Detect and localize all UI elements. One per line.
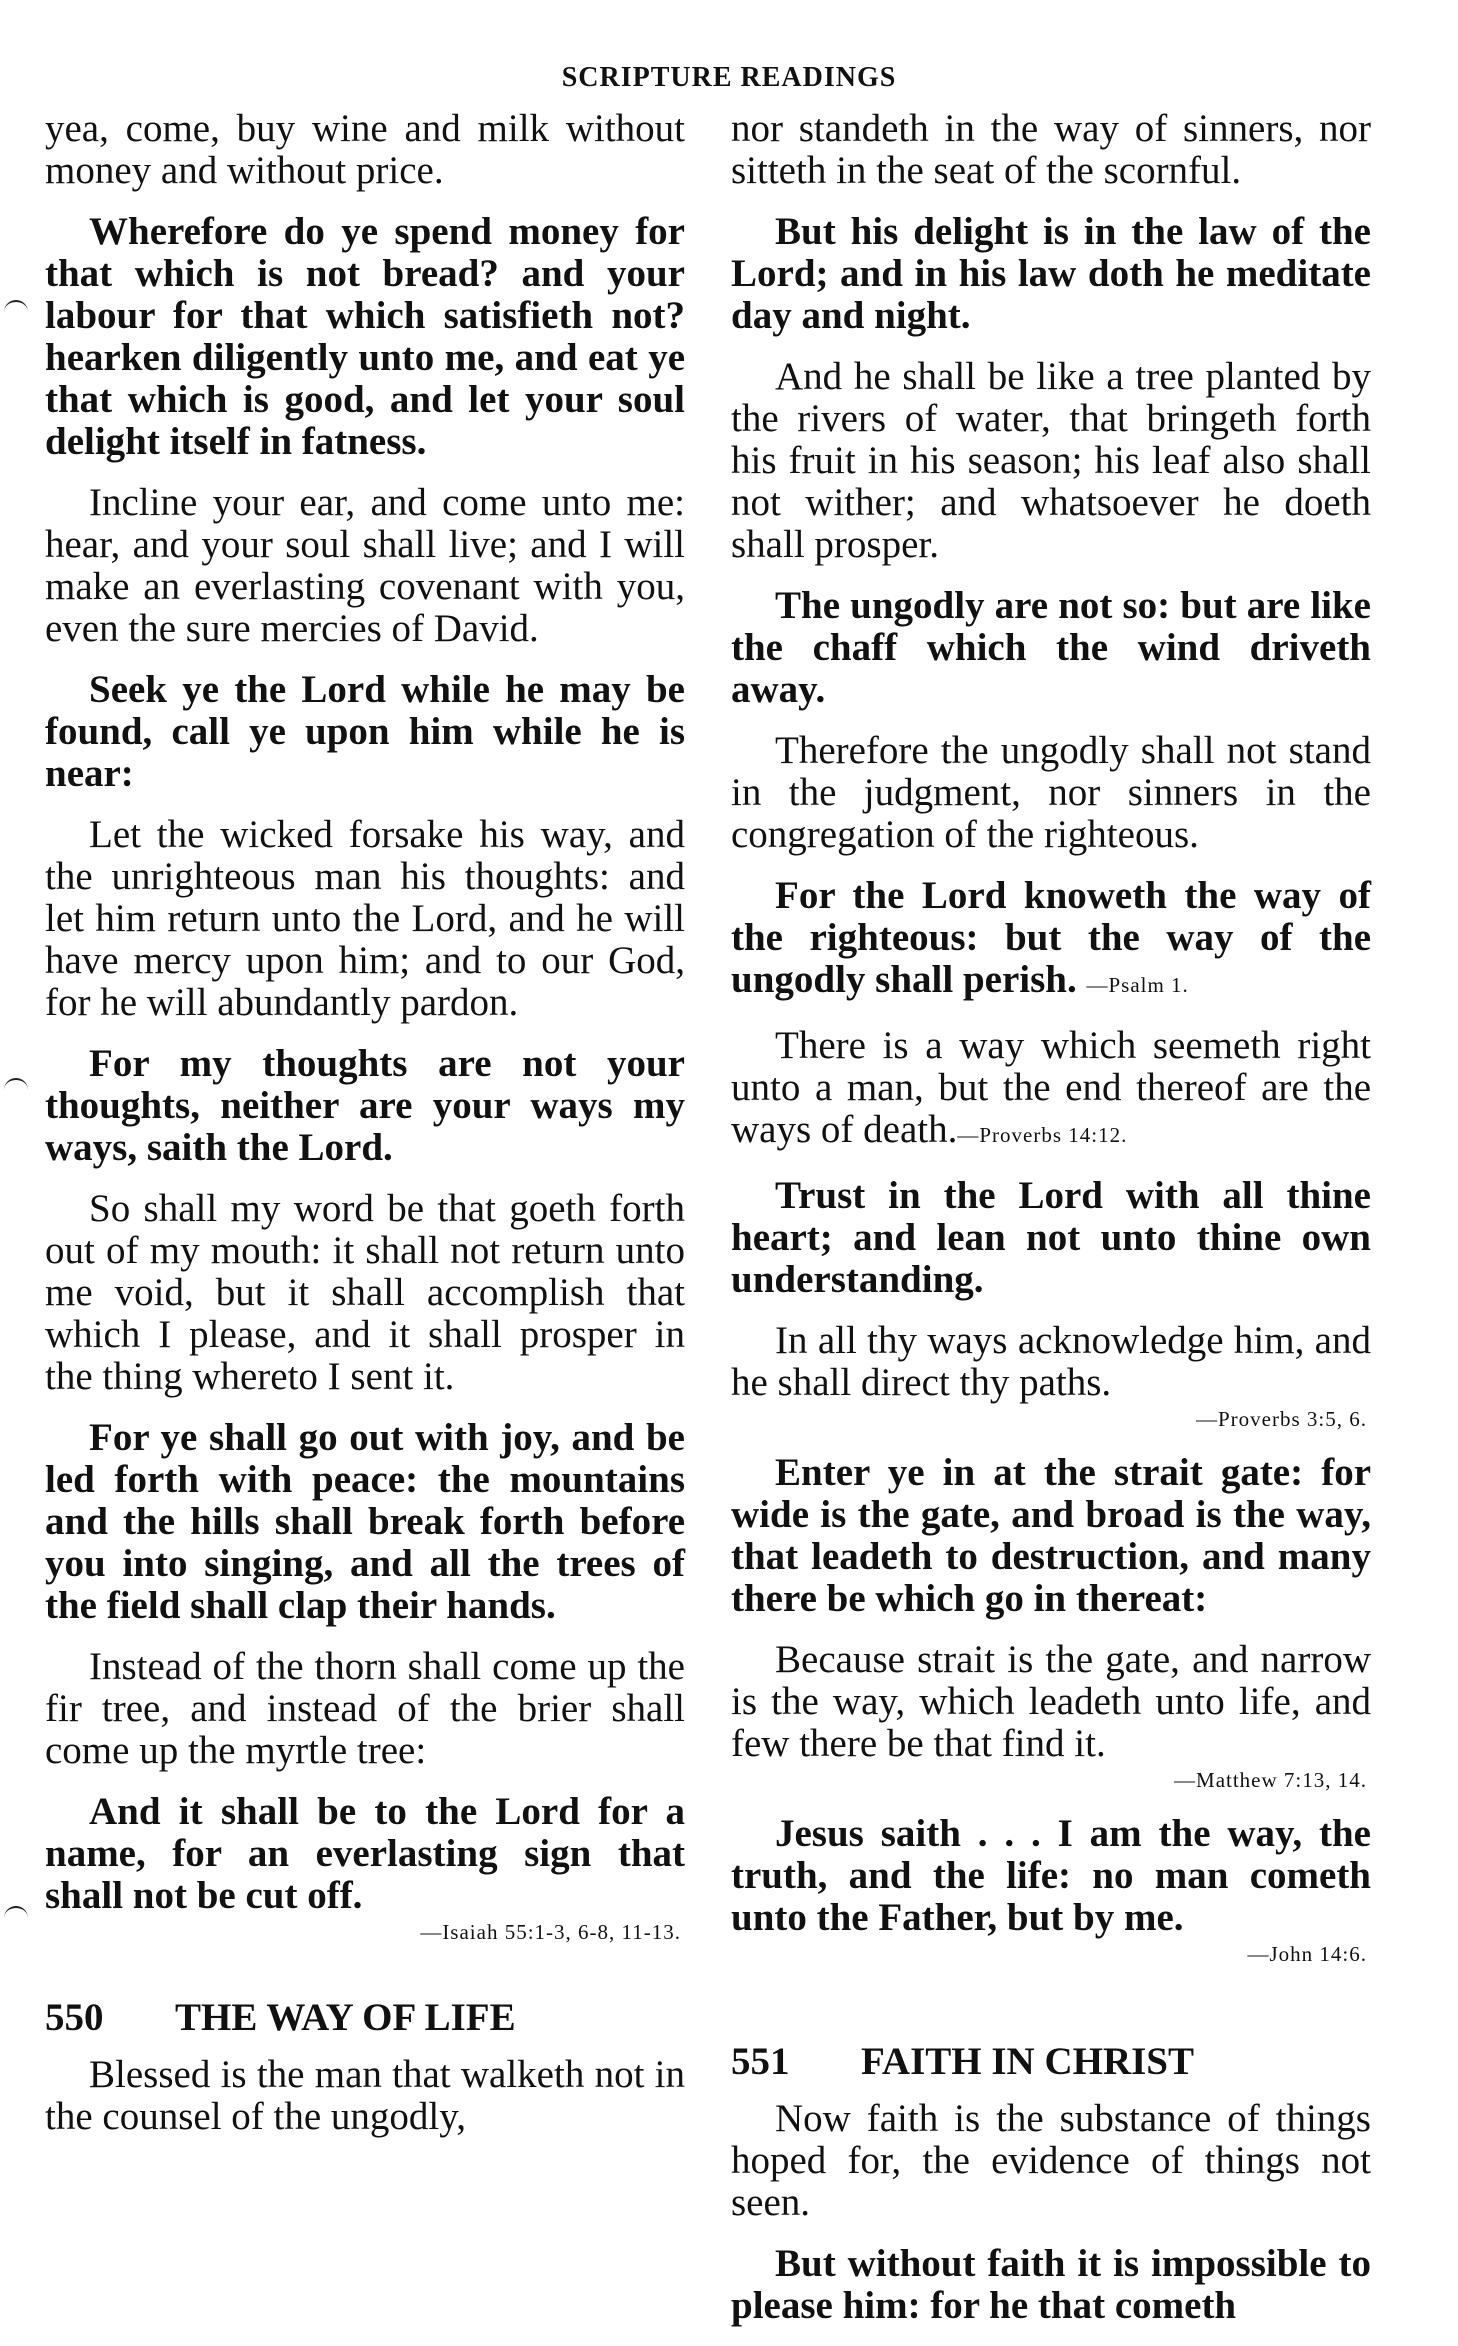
page-header: SCRIPTURE READINGS [561,62,897,93]
verse-paragraph: Blessed is the man that walketh not in the counsel of the ungodly, [45,2053,685,2138]
citation-matthew: —Matthew 7:13, 14. [1174,1768,1367,1792]
right-column [731,108,1371,2346]
verse-paragraph-bold: But without faith it is impossible to please him: for he that cometh [731,2242,1371,2327]
verse-paragraph: Because strait is the gate, and narrow is the way, which leadeth unto life, and few there be that find it. [731,1638,1371,1765]
verse-paragraph: yea, come, buy wine and milk without money and without price. [45,107,685,192]
verse-paragraph [731,1025,1371,1156]
verse-paragraph: nor standeth in the way of sinners, nor sitteth in the seat of the scornful. [731,107,1371,192]
verse-paragraph-bold: And it shall be to the Lord for a name, for an everlasting sign that shall not be cut off. [45,1790,685,1917]
left-column [45,108,685,2157]
section-number: 550 [45,1996,104,2039]
verse-paragraph: Now faith is the substance of things hoped for, the evidence of things not seen. [731,2097,1371,2224]
section-title: FAITH IN CHRIST [861,2040,1195,2083]
verse-paragraph-bold: Jesus saith . . . I am the way, the truth, and the life: no man cometh unto the Father, but by me. [731,1812,1371,1939]
margin-mark [4,300,28,314]
verse-paragraph: Incline your ear, and come unto me: hear, and your soul shall live; and I will make an everlasting covenant with you, even the sure mercies of David. [45,481,685,650]
verse-paragraph: Let the wicked forsake his way, and the unrighteous man his thoughts: and let him return unto the Lord, and he will have mercy upon him; and to our God, for he will abundantly pardon. [45,813,685,1024]
margin-mark [4,1078,28,1092]
verse-paragraph-bold: Enter ye in at the strait gate: for wide is the gate, and broad is the way, that leadeth to destruction, and many there be which go in thereat: [731,1451,1371,1620]
verse-paragraph: Instead of the thorn shall come up the fir tree, and instead of the brier shall come up the myrtle tree: [45,1645,685,1772]
verse-paragraph-bold: Trust in the Lord with all thine heart; and lean not unto thine own understanding. [731,1174,1371,1301]
verse-paragraph: So shall my word be that goeth forth out of my mouth: it shall not return unto me void, but it shall accomplish that which I please, and it shall prosper in the thing whereto I sent it. [45,1187,685,1398]
citation-isaiah: —Isaiah 55:1-3, 6-8, 11-13. [420,1920,681,1944]
verse-paragraph: And he shall be like a tree planted by the rivers of water, that bringeth forth his fruit in his season; his leaf also shall not wither; and whatsoever he doeth shall prosper. [731,355,1371,566]
section-number: 551 [731,2040,790,2083]
verse-paragraph-bold: For my thoughts are not your thoughts, neither are your ways my ways, saith the Lord. [45,1042,685,1169]
citation-proverbs-14: —Proverbs 14:12. [957,1123,1128,1147]
verse-paragraph-bold: But his delight is in the law of the Lord; and in his law doth he meditate day and night. [731,210,1371,337]
citation-psalm: —Psalm 1. [1086,973,1189,997]
verse-paragraph-bold [731,875,1371,1006]
verse-paragraph: In all thy ways acknowledge him, and he shall direct thy paths. [731,1319,1371,1404]
verse-paragraph-bold: Wherefore do ye spend money for that which is not bread? and your labour for that which satisfieth not? hearken diligently unto me, and eat ye that which is good, and let your soul delight itself in fatness. [45,210,685,463]
citation-john: —John 14:6. [1247,1942,1367,1966]
section-title: THE WAY OF LIFE [175,1996,516,2039]
verse-text: There is a way which seemeth right unto a man, but the end thereof are the ways of death. [731,1024,1371,1151]
verse-paragraph-bold: The ungodly are not so: but are like the chaff which the wind driveth away. [731,584,1371,711]
verse-paragraph-bold: For ye shall go out with joy, and be led forth with peace: the mountains and the hills shall break forth before you into singing, and all the trees of the field shall clap their hands. [45,1416,685,1627]
margin-mark [4,1906,28,1920]
verse-paragraph: Therefore the ungodly shall not stand in the judgment, nor sinners in the congregation of the righteous. [731,729,1371,856]
verse-text: For the Lord knoweth the way of the righteous: but the way of the ungodly shall perish. [731,874,1371,1001]
section-heading-550 [45,1995,685,2040]
citation-proverbs-3: —Proverbs 3:5, 6. [1196,1407,1367,1431]
verse-paragraph-bold: Seek ye the Lord while he may be found, call ye upon him while he is near: [45,668,685,795]
section-heading-551 [731,2039,1371,2084]
